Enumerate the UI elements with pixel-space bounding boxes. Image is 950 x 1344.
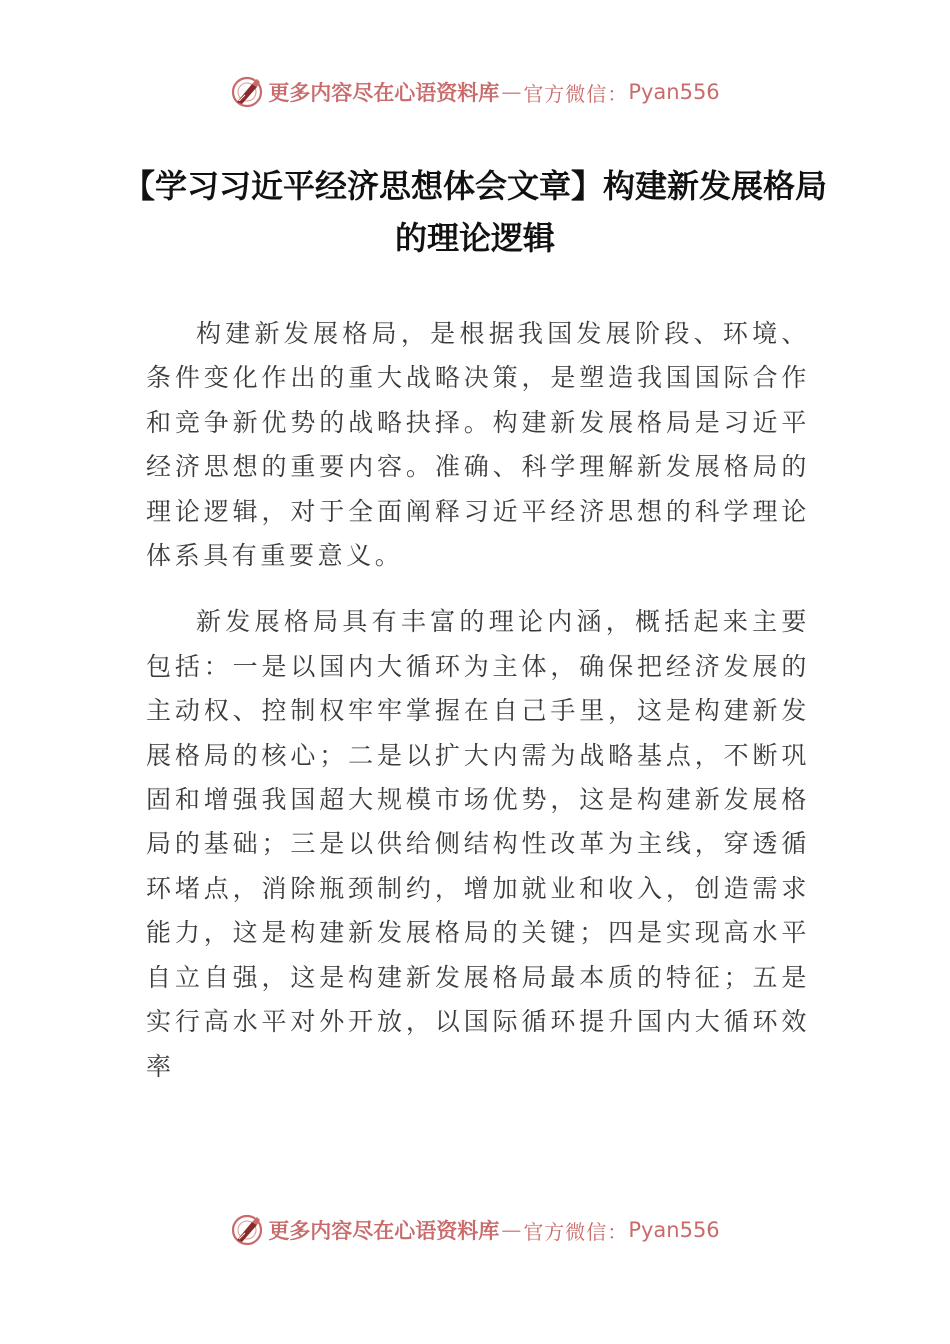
footer-banner — [0, 1210, 950, 1250]
paragraph-2: 新发展格局具有丰富的理论内涵，概括起来主要包括：一是以国内大循环为主体，确保把经济发展的主动权、控制权牢牢掌握在自己手里，这是构建新发展格局的核心；二是以扩大内需为战略基点，不断巩固和增强我国超大规模市场优势，这是构建新发展格局的基础；三是以供给侧结构性改革为主线，穿透循环堵点，消除瓶颈制约，增加就业和收入，创造需求能力，这是构建新发展格局的关键；四是实现高水平自立自强，这是构建新发展格局最本质的特征；五是实行高水平对外开放，以国际循环提升国内大循环效率 — [146, 607, 810, 1081]
pen-nib-logo-icon — [230, 75, 264, 109]
header-banner — [0, 72, 950, 112]
banner-separator: — — [501, 80, 522, 104]
document-title: 【学习习近平经济思想体会文章】构建新发展格局的理论逻辑 — [122, 167, 827, 257]
banner-separator: — — [501, 1218, 522, 1242]
banner-wechat-id: Pyan556 — [628, 1218, 720, 1242]
banner-wechat-label: 官方微信： — [523, 81, 629, 106]
banner-wechat-label: 官方微信： — [523, 1219, 629, 1244]
banner-promo-text: 更多内容尽在心语资料库 — [268, 80, 500, 105]
banner-promo-text: 更多内容尽在心语资料库 — [268, 1218, 500, 1243]
banner-wechat-id: Pyan556 — [628, 80, 720, 104]
paragraph-1: 构建新发展格局，是根据我国发展阶段、环境、条件变化作出的重大战略决策，是塑造我国国际合作和竞争新优势的战略抉择。构建新发展格局是习近平经济思想的重要内容。准确、科学理解新发展格局的理论逻辑，对于全面阐释习近平经济思想的科学理论体系具有重要意义。 — [146, 319, 810, 571]
pen-nib-logo-icon — [230, 1213, 264, 1247]
document-body — [146, 312, 810, 1111]
